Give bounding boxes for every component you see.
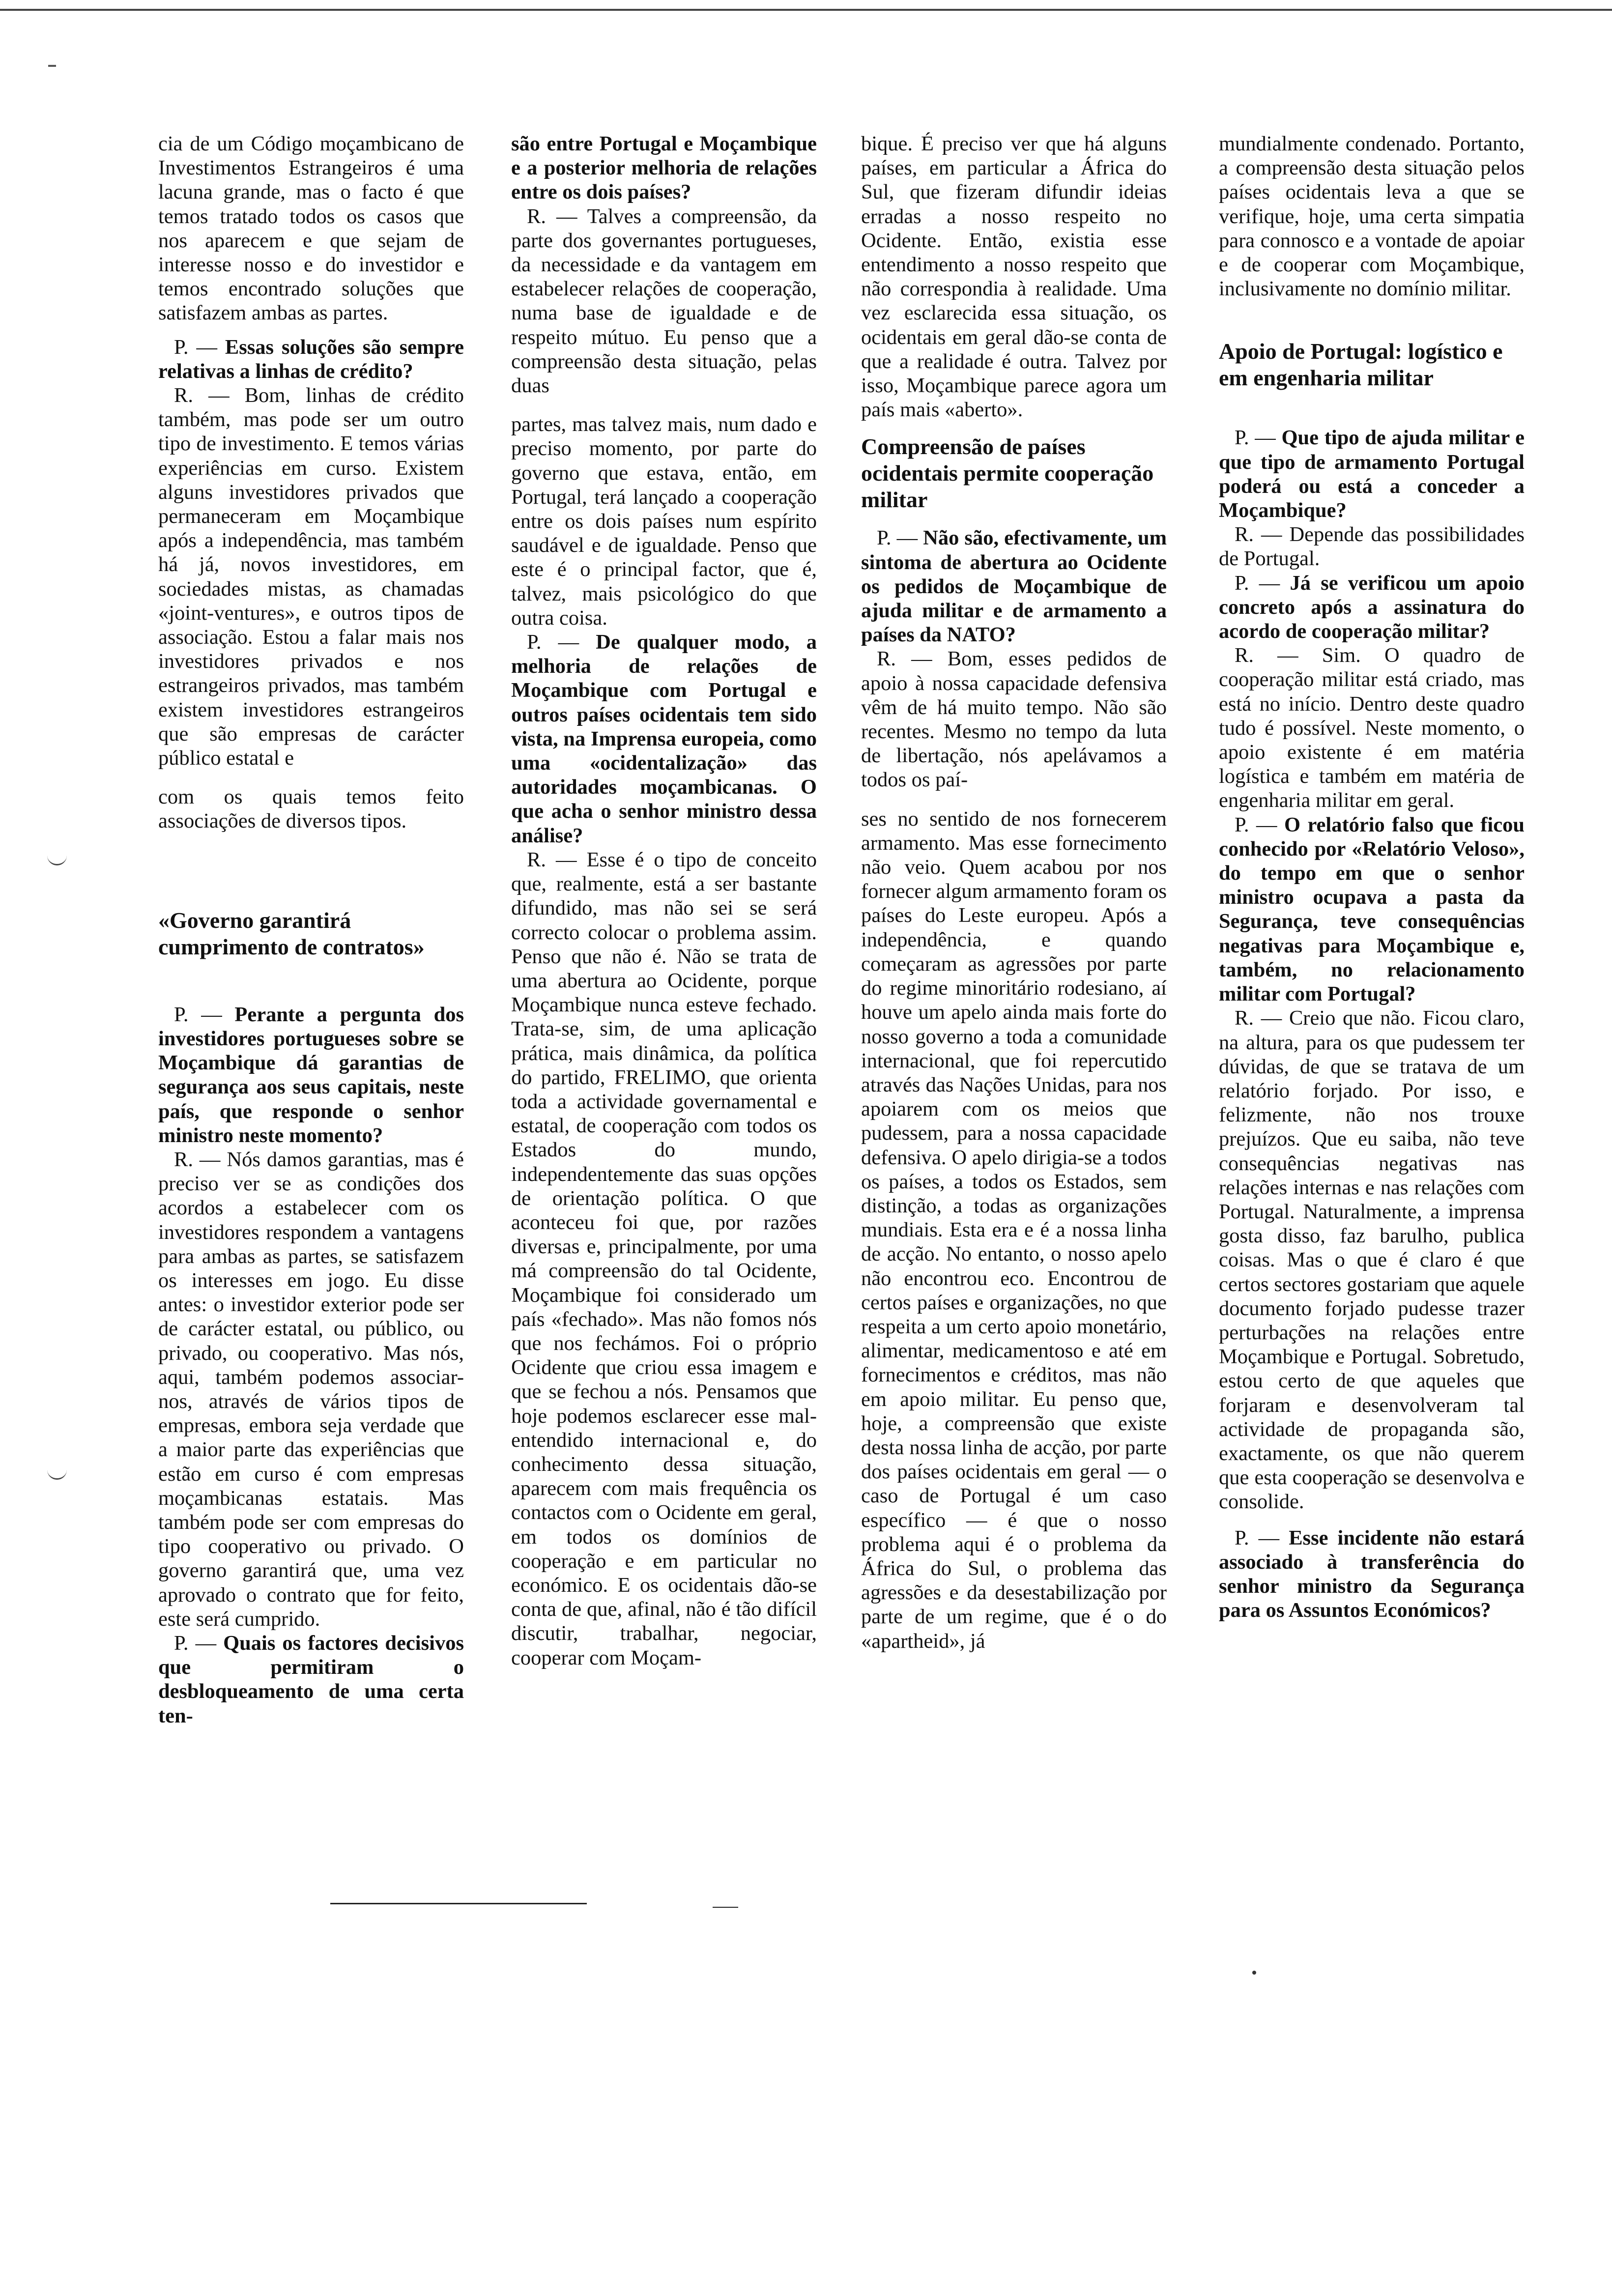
punch-hole-mark — [47, 1469, 67, 1480]
question: P. — Esse incidente não estará associado à transferência do senhor ministro da Segurança para os Assuntos Económicos? — [1219, 1526, 1525, 1622]
question: P. — Quais os factores decisivos que permitiram o desbloqueamento de uma certa ten- — [158, 1631, 464, 1727]
answer: R. — Nós damos garantias, mas é preciso ver se as condições dos acordos a estabelecer com os investidores respondem a vantagens para ambas as partes, se satisfazem os interesses em jogo. Eu disse antes: o investidor exterior pode ser de carácter estatal, ou público, ou privado, ou cooperativo. Mas nós, aqui, também podemos associar-nos, através de vários tipos de empresas, embora seja verdade que a maior parte das experiências que estão em curso é com empresas moçambicanas estatais. Mas também pode ser com empresas do tipo cooperativo ou privado. O governo garantirá que, uma vez aprovado o contrato que for feito, este será cumprido. — [158, 1148, 464, 1631]
section-heading: Apoio de Portugal: logístico e em engenharia militar — [1219, 339, 1503, 391]
section-heading: Compreensão de países ocidentais permite cooperação militar — [861, 434, 1154, 513]
question: P. — Perante a pergunta dos investidores portugueses sobre se Moçambique dá garantias de segurança aos seus capitais, neste país, que responde o senhor ministro neste momento? — [158, 1003, 464, 1147]
question: P. — Já se verificou um apoio concreto após a assinatura do acordo de cooperação militar? — [1219, 571, 1525, 643]
paragraph: partes, mas talvez mais, num dado e preciso momento, por parte do governo que estava, então, em Portugal, terá lançado a cooperação entre os dois países num espírito saudável e de igualdade. Penso que este é o principal factor, que é, talvez, mais psicológico do que outra coisa. — [511, 413, 817, 630]
page-top-rule — [0, 9, 1612, 11]
paragraph: ses no sentido de nos fornecerem armamento. Mas esse fornecimento não veio. Quem acabou por nos fornecer algum armamento foram os países do Leste europeu. Após a independência, e quando começaram as agressões por parte do regime minoritário rodesiano, aí houve um apelo ainda mais forte do nosso governo a toda a comunidade internacional, que foi repercutido através das Nações Unidas, para nos apoiarem com os meios que pudessem, para a nossa capacidade defensiva. O apelo dirigia-se a todos os países, a todos os Estados, sem distinção, a todas as organizações mundiais. Esta era e é a nossa linha de acção. No entanto, o nosso apelo não encontrou eco. Encontrou de certos países e organizações, no que respeita a um certo apoio monetário, alimentar, medicamentoso e até em fornecimentos e créditos, mas não em apoio militar. Eu penso que, hoje, a compreensão que existe desta nossa linha de acção, por parte dos países ocidentais em geral — o caso de Portugal é um caso específico — é que o nosso problema aqui é o problema da África do Sul, o problema das agressões e da desestabilização por parte de um regime, que é o do «apartheid», já — [861, 807, 1167, 1653]
question: P. — De qualquer modo, a melhoria de relações de Moçambique com Portugal e outros países ocidentais tem sido vista, na Imprensa europeia, como uma «ocidentalização» das autoridades moçambicanas. O que acha o senhor ministro dessa análise? — [511, 631, 817, 847]
section-heading: «Governo garantirá cumprimento de contratos» — [158, 907, 425, 959]
answer: R. — Talves a compreensão, da parte dos governantes portugueses, da necessidade e da vantagem em estabelecer relações de cooperação, numa base de igualdade e de respeito mútuo. Eu penso que a compreensão desta situação, pelas duas — [511, 204, 817, 398]
question: P. — Não são, efectivamente, um sintoma de abertura ao Ocidente os pedidos de Moçambique de ajuda militar e de armamento a países da NATO? — [861, 526, 1167, 647]
question-continued: são entre Portugal e Moçambique e a posterior melhoria de relações entre os dois países? — [511, 132, 817, 204]
margin-mark — [48, 65, 56, 67]
paragraph: cia de um Código moçambicano de Investimentos Estrangeiros é uma lacuna grande, mas o facto é que temos tratado todos os casos que nos aparecem e que sejam de interesse nosso e do investidor e temos encontrado soluções que satisfazem ambas as partes. — [158, 132, 464, 325]
answer: R. — Sim. O quadro de cooperação militar está criado, mas está no início. Dentro deste quadro tudo é possível. Neste momento, o apoio existente é em matéria logística e também em matéria de engenharia militar em geral. — [1219, 644, 1525, 812]
answer: R. — Creio que não. Ficou claro, na altura, para os que pudessem ter dúvidas, de que se tratava de um relatório forjado. Por isso, e felizmente, não nos trouxe prejuízos. Que eu saiba, não teve consequências negativas nas relações internas e nas relações com Portugal. Naturalmente, a imprensa gosta disso, faz barulho, publica coisas. Mas o que é claro é que certos sectores gostariam que aquele documento forjado pudesse trazer perturbações na relações entre Moçambique e Portugal. Sobretudo, estou certo de que aqueles que forjaram e desenvolveram tal actividade de propaganda são, exactamente, os que não querem que esta cooperação se desenvolva e consolide. — [1219, 1006, 1525, 1514]
question: P. — Essas soluções são sempre relativas a linhas de crédito? — [158, 335, 464, 383]
answer: R. — Bom, esses pedidos de apoio à nossa capacidade defensiva vêm de há muito tempo. Não são recentes. Mesmo no tempo da luta de libertação, nós apelávamos a todos os paí- — [861, 647, 1167, 792]
bottom-rule-short — [713, 1907, 738, 1908]
answer: R. — Bom, linhas de crédito também, mas pode ser um outro tipo de investimento. E temos várias experiências em curso. Existem alguns investidores privados que permaneceram em Moçambique após a independência, mas também há já, novos investidores, em sociedades mistas, as chamadas «joint-ventures», e outros tipos de associação. Estou a falar mais nos investidores privados e nos estrangeiros privados, mas também existem investidores estrangeiros que são empresas de carácter público estatal e — [158, 384, 464, 770]
question: P. — O relatório falso que ficou conhecido por «Relatório Veloso», do tempo em que o senhor ministro ocupava a pasta da Segurança, teve consequências negativas para Moçambique e, também, no relacionamento militar com Portugal? — [1219, 813, 1525, 1006]
paragraph: com os quais temos feito associações de diversos tipos. — [158, 785, 464, 833]
paragraph: bique. É preciso ver que há alguns países, em particular a África do Sul, que fizeram difundir ideias erradas a nosso respeito no Ocidente. Então, existia esse entendimento a nosso respeito que não correspondia à realidade. Uma vez esclarecida essa situação, os ocidentais em geral dão-se conta de que a realidade é outra. Talvez por isso, Moçambique parece agora um país mais «aberto». — [861, 132, 1167, 422]
bottom-rule — [330, 1903, 587, 1904]
column-2 — [511, 132, 817, 1670]
punch-hole-mark — [47, 855, 67, 865]
question: P. — Que tipo de ajuda militar e que tipo de armamento Portugal poderá ou está a conceder a Moçambique? — [1219, 426, 1525, 522]
column-4 — [1219, 132, 1525, 1622]
answer: R. — Esse é o tipo de conceito que, realmente, está a ser bastante difundido, mas não sei se será correcto colocar o problema assim. Penso que não é. Não se trata de uma abertura ao Ocidente, porque Moçambique nunca esteve fechado. Trata-se, sim, de uma aplicação prática, mais dinâmica, da política do partido, FRELIMO, que orienta toda a actividade governamental e estatal, de cooperação com todos os Estados do mundo, independentemente das suas opções de orientação política. O que aconteceu foi que, por razões diversas e, principalmente, por uma má compreensão do tal Ocidente, Moçambique foi considerado um país «fechado». Mas não fomos nós que nos fechámos. Foi o próprio Ocidente que criou essa imagem e que se fechou a nós. Pensamos que hoje podemos esclarecer esse mal-entendido internacional e, do conhecimento dessa situação, aparecem com mais frequência os contactos com o Ocidente em geral, em todos os domínios de cooperação e em particular no económico. E os ocidentais dão-se conta de que, afinal, não é tão difícil discutir, trabalhar, negociar, cooperar com Moçam- — [511, 848, 817, 1669]
column-3 — [861, 132, 1167, 1653]
answer: R. — Depende das possibilidades de Portugal. — [1219, 523, 1525, 571]
ink-speck — [1252, 1971, 1256, 1975]
column-1 — [158, 132, 464, 1728]
paragraph: mundialmente condenado. Portanto, a compreensão desta situação pelos países ocidentais leva a que se verifique, hoje, uma certa simpatia para connosco e a vontade de apoiar e de cooperar com Moçambique, inclusivamente no domínio militar. — [1219, 132, 1525, 301]
